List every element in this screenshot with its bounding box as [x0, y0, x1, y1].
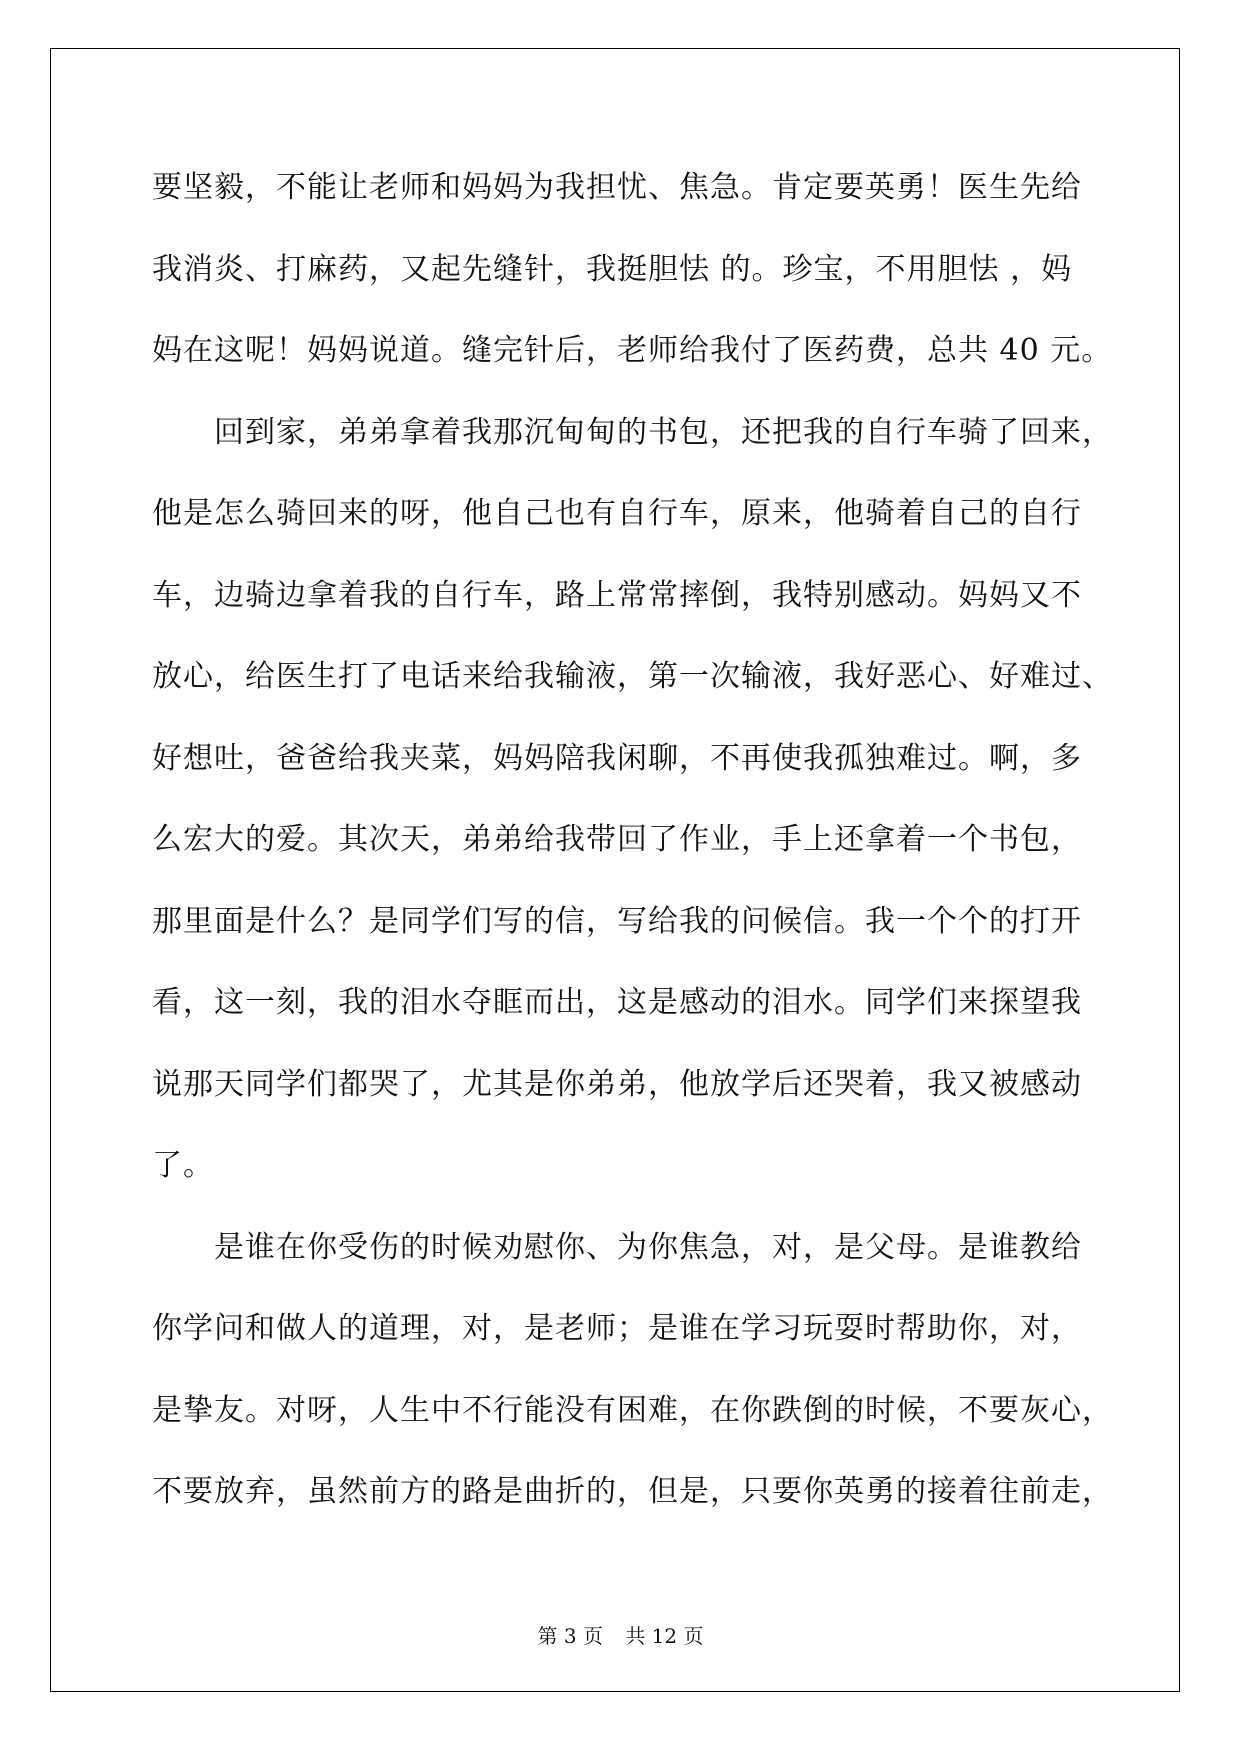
text-line: 是挚友。对呀，人生中不行能没有困难，在你跌倒的时候，不要灰心， — [152, 1392, 1113, 1428]
text-line: 我消炎、打麻药，又起先缝针，我挺胆怯 的。珍宝，不用胆怯 ，妈 — [152, 251, 1073, 287]
text-line: 要坚毅，不能让老师和妈妈为我担忧、焦急。肯定要英勇！医生先给 — [152, 170, 1082, 205]
text-line: 说那天同学们都哭了，尤其是你弟弟，他放学后还哭着，我又被感动 — [152, 1066, 1082, 1102]
text-line: 了。 — [152, 1148, 214, 1183]
document-body — [152, 163, 1112, 1549]
text-line: 妈在这呢！妈妈说道。缝完针后，老师给我付了医药费，总共 40 元。 — [152, 333, 1113, 368]
page-number: 第 3 页 — [537, 1624, 603, 1648]
text-line: 看，这一刻，我的泪水夺眶而出，这是感动的泪水。同学们来探望我 — [152, 985, 1082, 1020]
text-line: 他是怎么骑回来的呀，他自己也有自行车，原来，他骑着自己的自行 — [152, 496, 1082, 531]
text-line: 车，边骑边拿着我的自行车，路上常常摔倒，我特别感动。妈妈又不 — [152, 577, 1082, 613]
paragraph-start-line: 回到家，弟弟拿着我那沉甸甸的书包，还把我的自行车骑了回来， — [214, 414, 1113, 450]
text-line: 好想吐，爸爸给我夹菜，妈妈陪我闲聊，不再使我孤独难过。啊，多 — [152, 740, 1082, 776]
text-line: 放心，给医生打了电话来给我输液，第一次输液，我好恶心、好难过、 — [152, 659, 1113, 694]
text-line: 那里面是什么？是同学们写的信，写给我的问候信。我一个个的打开 — [152, 903, 1082, 939]
page-footer — [0, 1620, 1241, 1649]
page-total: 共 12 页 — [625, 1624, 704, 1648]
paragraph-start-line: 是谁在你受伤的时候劝慰你、为你焦急，对，是父母。是谁教给 — [214, 1229, 1082, 1265]
text-line: 你学问和做人的道理，对，是老师；是谁在学习玩耍时帮助你，对， — [152, 1311, 1082, 1346]
text-line: 么宏大的爱。其次天，弟弟给我带回了作业，手上还拿着一个书包， — [152, 822, 1082, 857]
text-line: 不要放弃，虽然前方的路是曲折的，但是，只要你英勇的接着往前走， — [152, 1474, 1113, 1509]
